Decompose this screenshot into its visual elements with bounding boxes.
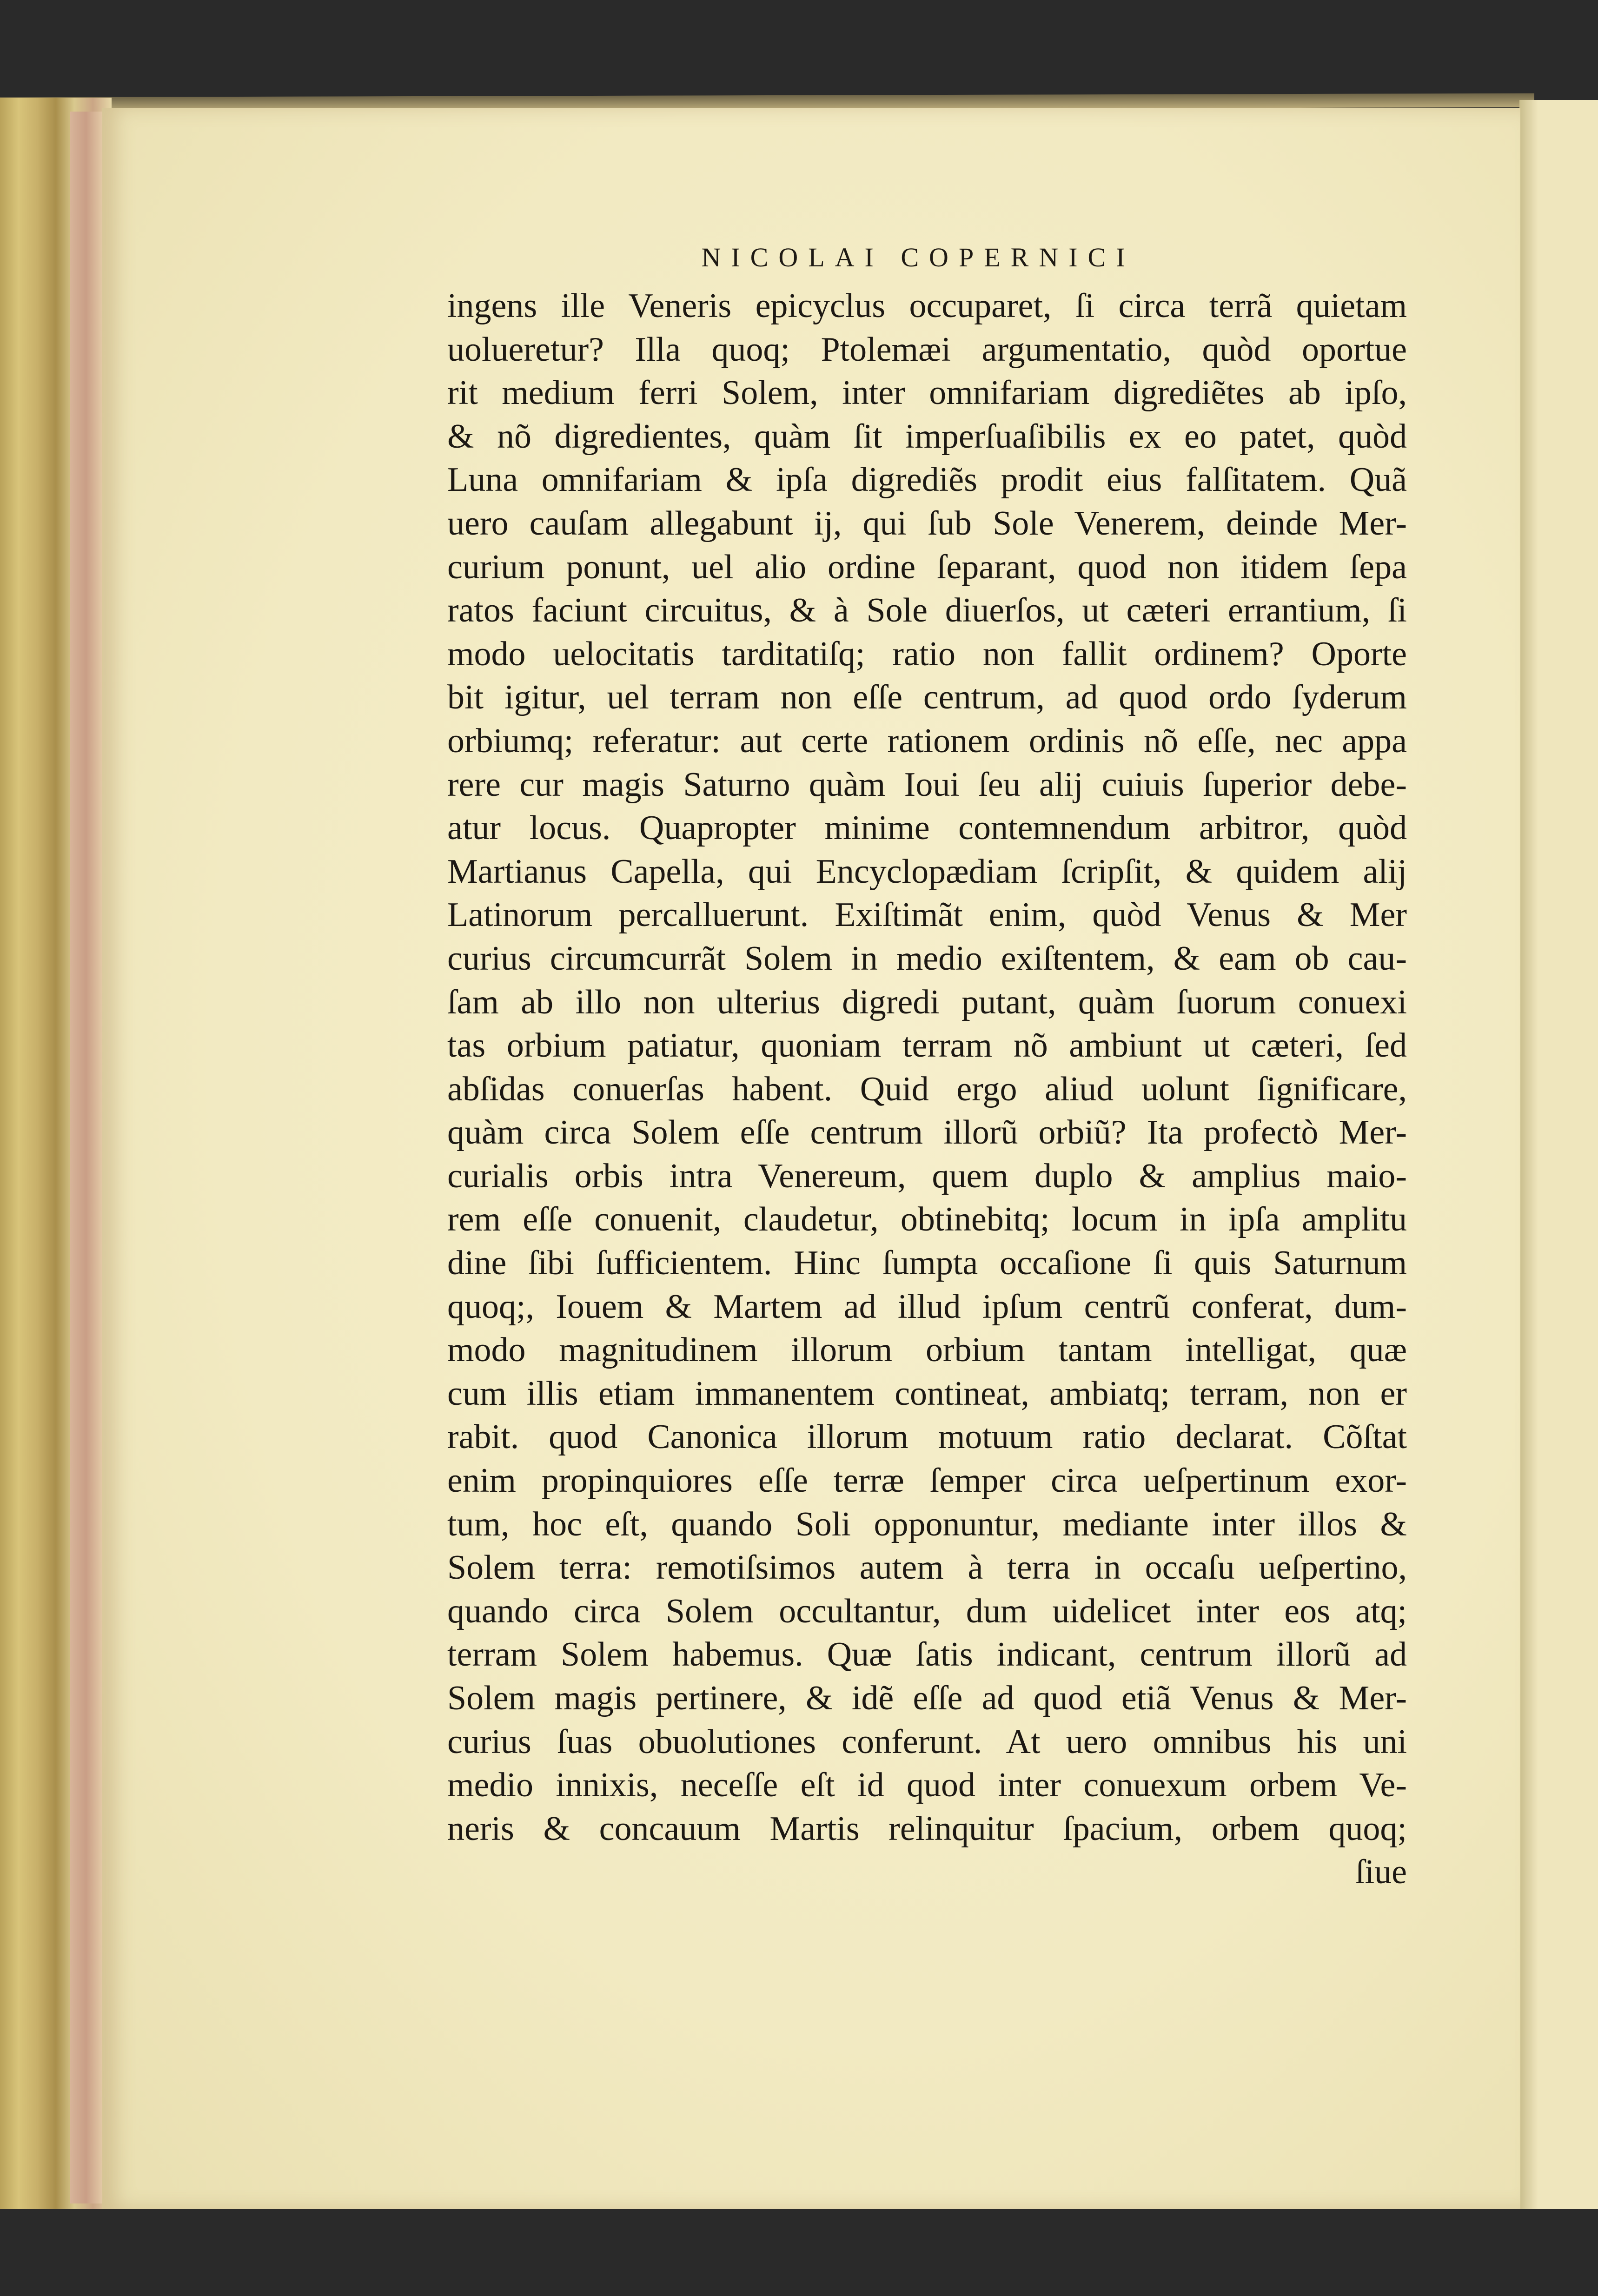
text-line: dine ſibi ſufficientem. Hinc ſumpta occaſione ſi quis Saturnum [447, 1244, 1407, 1283]
text-line: Luna omnifariam & ipſa digrediẽs prodit eius falſitatem. Quã [447, 461, 1407, 499]
text-line: rem eſſe conuenit, claudetur, obtinebitq; locum in ipſa amplitu [447, 1200, 1407, 1239]
text-line: curium ponunt, uel alio ordine ſeparant, quod non itidem ſepa [447, 548, 1407, 586]
text-line: Solem magis pertinere, & idẽ eſſe ad quod etiã Venus & Mer- [447, 1679, 1407, 1717]
text-line: rabit. quod Canonica illorum motuum ratio declarat. Cõſtat [447, 1418, 1407, 1456]
text-line: curius ſuas obuolutiones conferunt. At uero omnibus his uni [447, 1722, 1407, 1761]
text-line: terram Solem habemus. Quæ ſatis indicant, centrum illorũ ad [447, 1635, 1407, 1674]
text-line: & nõ digredientes, quàm ſit imperſuaſibilis ex eo patet, quòd [447, 417, 1407, 456]
text-line: atur locus. Quapropter minime contemnendum arbitror, quòd [447, 809, 1407, 847]
text-line: medio innixis, neceſſe eſt id quod inter conuexum orbem Ve- [447, 1766, 1407, 1805]
text-line: rit medium ferri Solem, inter omnifariam digrediẽtes ab ipſo, [447, 374, 1407, 412]
text-line: enim propinquiores eſſe terræ ſemper circa ueſpertinum exor- [447, 1462, 1407, 1500]
facing-page-edge [1519, 100, 1598, 2220]
text-line: Martianus Capella, qui Encyclopædiam ſcripſit, & quidem alij [447, 852, 1407, 891]
text-line: uolueretur? Illa quoq; Ptolemæi argumentatio, quòd oportue [447, 330, 1407, 369]
running-title: NICOLAI COPERNICI [701, 242, 1135, 272]
text-line: modo uelocitatis tarditatiſq; ratio non fallit ordinem? Oporte [447, 635, 1407, 673]
text-line: curius circumcurrãt Solem in medio exiſtentem, & eam ob cau- [447, 939, 1407, 978]
text-line: quando circa Solem occultantur, dum uidelicet inter eos atq; [447, 1592, 1407, 1630]
page-body-text [447, 285, 1407, 1894]
text-line: quoq;, Iouem & Martem ad illud ipſum centrũ conferat, dum- [447, 1287, 1407, 1326]
text-line: orbiumq; referatur: aut certe rationem ordinis nõ eſſe, nec appa [447, 721, 1407, 760]
text-line: ingens ille Veneris epicyclus occuparet, ſi circa terrã quietam [447, 287, 1407, 325]
text-line: quàm circa Solem eſſe centrum illorũ orbiũ? Ita profectò Mer- [447, 1113, 1407, 1152]
text-line: modo magnitudinem illorum orbium tantam intelligat, quæ [447, 1331, 1407, 1370]
text-line: curialis orbis intra Venereum, quem duplo & amplius maio- [447, 1157, 1407, 1195]
catchword: ſiue [1355, 1853, 1407, 1892]
text-line: tum, hoc eſt, quando Soli opponuntur, mediante inter illos & [447, 1505, 1407, 1543]
text-line: neris & concauum Martis relinquitur ſpacium, orbem quoq; [447, 1809, 1407, 1848]
text-line: bit igitur, uel terram non eſſe centrum, ad quod ordo ſyderum [447, 678, 1407, 717]
background-bottom [0, 2209, 1598, 2296]
text-line: tas orbium patiatur, quoniam terram nõ ambiunt ut cæteri, ſed [447, 1026, 1407, 1065]
text-line: uero cauſam allegabunt ij, qui ſub Sole Venerem, deinde Mer- [447, 504, 1407, 543]
text-line: rere cur magis Saturno quàm Ioui ſeu alij cuiuis ſuperior debe- [447, 765, 1407, 804]
text-line: Latinorum percalluerunt. Exiſtimãt enim, quòd Venus & Mer [447, 896, 1407, 934]
text-line: abſidas conuerſas habent. Quid ergo aliud uolunt ſignificare, [447, 1070, 1407, 1108]
text-line: cum illis etiam immanentem contineat, ambiatq; terram, non er [447, 1374, 1407, 1413]
text-line: Solem terra: remotiſsimos autem à terra in occaſu ueſpertino, [447, 1548, 1407, 1587]
text-line: ratos faciunt circuitus, & à Sole diuerſos, ut cæteri errantium, ſi [447, 591, 1407, 630]
text-line: ſam ab illo non ulterius digredi putant, quàm ſuorum conuexi [447, 983, 1407, 1021]
red-page-edges [70, 112, 102, 2203]
